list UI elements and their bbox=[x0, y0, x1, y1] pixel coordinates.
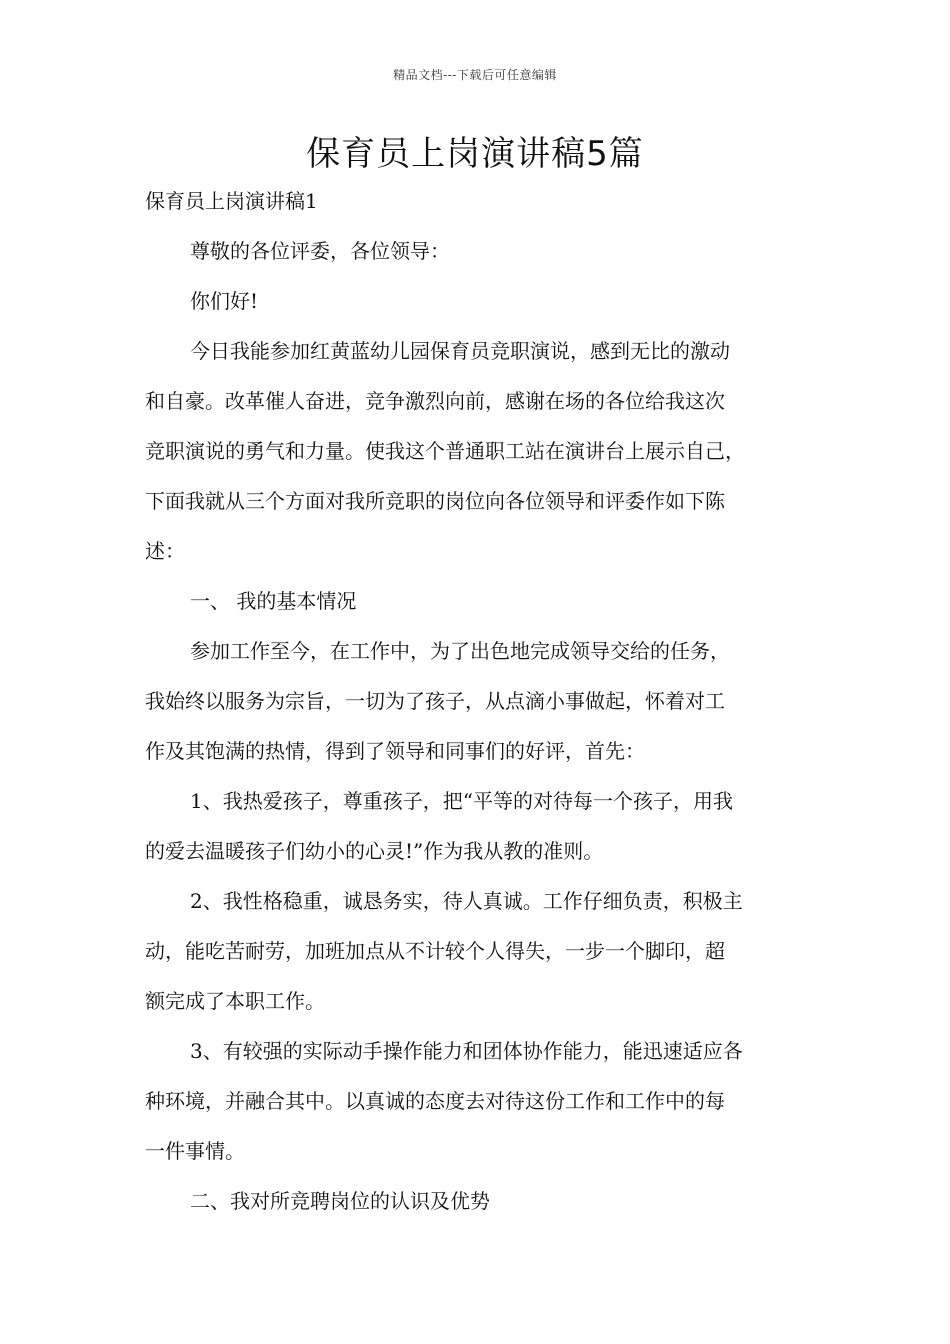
paragraph-line: 作及其饱满的热情，得到了领导和同事们的好评，首先： bbox=[145, 739, 645, 763]
section-heading: 保育员上岗演讲稿1 bbox=[145, 189, 318, 213]
greeting-line: 尊敬的各位评委，各位领导： bbox=[190, 239, 450, 263]
paragraph-line: 参加工作至今，在工作中，为了出色地完成领导交给的任务， bbox=[190, 639, 730, 663]
list-item-line: 1、我热爱孩子，尊重孩子，把“平等的对待每一个孩子，用我 bbox=[190, 789, 733, 813]
paragraph-line: 下面我就从三个方面对我所竞职的岗位向各位领导和评委作如下陈 bbox=[145, 489, 725, 513]
list-item-line: 2、我性格稳重，诚恳务实，待人真诚。工作仔细负责，积极主 bbox=[190, 889, 743, 913]
paragraph-line: 和自豪。改革催人奋进，竞争激烈向前，感谢在场的各位给我这次 bbox=[145, 389, 725, 413]
list-item-line: 一件事情。 bbox=[145, 1139, 245, 1163]
list-item-line: 额完成了本职工作。 bbox=[145, 989, 325, 1013]
subsection-heading: 二、我对所竞聘岗位的认识及优势 bbox=[190, 1189, 490, 1213]
document-body bbox=[145, 176, 815, 1226]
paragraph-line: 竞职演说的勇气和力量。使我这个普通职工站在演讲台上展示自己， bbox=[145, 439, 745, 463]
paragraph-line: 我始终以服务为宗旨，一切为了孩子，从点滴小事做起，怀着对工 bbox=[145, 689, 725, 713]
list-item-line: 3、有较强的实际动手操作能力和团体协作能力，能迅速适应各 bbox=[190, 1039, 743, 1063]
paragraph-line: 今日我能参加红黄蓝幼儿园保育员竞职演说，感到无比的激动 bbox=[190, 339, 730, 363]
list-item-line: 动，能吃苦耐劳，加班加点从不计较个人得失，一步一个脚印，超 bbox=[145, 939, 725, 963]
greeting-line: 你们好! bbox=[190, 289, 259, 313]
list-item-line: 的爱去温暖孩子们幼小的心灵!”作为我从教的准则。 bbox=[145, 839, 604, 863]
paragraph-line: 述： bbox=[145, 539, 185, 563]
document-title: 保育员上岗演讲稿5篇 bbox=[306, 134, 644, 174]
header-note: 精品文档---下载后可任意编辑 bbox=[393, 68, 557, 82]
list-item-line: 种环境，并融合其中。以真诚的态度去对待这份工作和工作中的每 bbox=[145, 1089, 725, 1113]
subsection-heading: 一、 我的基本情况 bbox=[190, 589, 357, 613]
